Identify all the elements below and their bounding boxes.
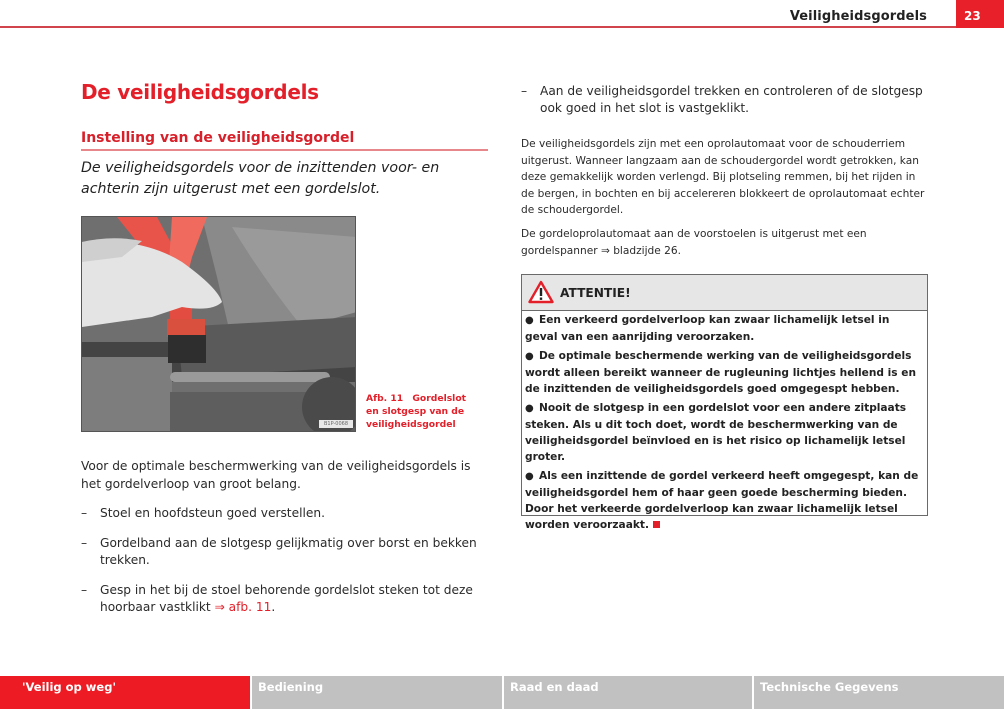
figure-reference-link[interactable]: ⇒ afb. 11 [214, 600, 272, 614]
warning-box [521, 274, 928, 531]
figure-caption [366, 392, 481, 431]
footer-tab-veilig-op-weg[interactable]: 'Veilig op weg' [0, 676, 250, 709]
step-dash: – [521, 84, 528, 98]
bullet-icon: ● [525, 403, 534, 414]
step-dash: – [81, 536, 88, 550]
footer-tab-bediening[interactable]: Bediening [252, 676, 502, 709]
warning-triangle-icon [528, 280, 554, 304]
header-rule [0, 26, 956, 28]
step-dash: – [81, 583, 88, 597]
figure-seatbelt-photo [81, 216, 356, 432]
seatbelt-buckle-illustration [82, 217, 356, 432]
section-divider [81, 149, 488, 151]
step-dash: – [81, 506, 88, 520]
instruction-step [521, 83, 931, 117]
body-paragraph: Voor de optimale beschermwerking van de veiligheidsgordels is het gordelverloop van groot belang. [81, 459, 471, 491]
warning-item: ● Als een inzittende de gordel verkeerd heeft omgegespt, kan de veiligheidsgordel hem of haar geen goede bescherming bieden. Door het verkeerde gordelverloop kan zwaar lichamelijk letsel worden veroorzaakt. [525, 470, 919, 531]
figure-code: B1P-0068 [319, 420, 353, 428]
page-number: 23 [964, 9, 981, 23]
step-text: Stoel en hoofdsteun goed verstellen. [100, 506, 325, 520]
warning-title: ATTENTIE! [560, 286, 631, 300]
bullet-icon: ● [525, 315, 534, 326]
figure-caption-text: Gordelslot en slotgesp van de veiligheidsgordel [366, 393, 467, 430]
retractor-paragraph: De veiligheidsgordels zijn met een oprolautomaat voor de schouderriem uitgerust. Wanneer langzaam aan de schoudergordel wordt getrokken, kan deze gemakkelijk worden verlengd. Bij plotseling remmen, bij het rijden in de bergen, in bochten en bij accelereren blokkeert de oprolautomaat echter de schoudergordel. [521, 138, 925, 216]
warning-item: ● Een verkeerd gordelverloop kan zwaar lichamelijk letsel in geval van een aanrijding veroorzaken. [525, 314, 890, 343]
step-text: Aan de veiligheidsgordel trekken en controleren of de slotgesp ook goed in het slot is vastgeklikt. [540, 84, 923, 115]
page-number-badge [956, 0, 1004, 28]
footer-tab-technische-gegevens[interactable]: Technische Gegevens [754, 676, 1004, 709]
instruction-step [81, 535, 491, 569]
chapter-title: Veiligheidsgordels [789, 9, 927, 24]
section-title: Instelling van de veiligheidsgordel [81, 130, 355, 146]
pretensioner-paragraph[interactable]: De gordeloprolautomaat aan de voorstoelen is uitgerust met een gordelspanner ⇒ bladzijde 26. [521, 228, 867, 257]
warning-item: ● De optimale beschermende werking van de veiligheidsgordels wordt alleen bereikt wanneer de rugleuning lichtjes hellend is en de inzittenden de veiligheidsgordels goed omgegespt hebben. [525, 350, 916, 395]
step-end: . [271, 600, 276, 614]
intro-text: De veiligheidsgordels voor de inzittenden voor- en achterin zijn uitgerust met een gordelslot. [81, 160, 440, 197]
warning-item: ● Nooit de slotgesp in een gordelslot voor een andere zitplaats steken. Als u dit toch doet, wordt de beschermwerking van de veiligheidsgordel beïnvloed en is het risico op lichamelijk letsel groter. [525, 402, 907, 463]
warning-list [522, 311, 927, 533]
instruction-step [81, 505, 491, 522]
section-end-marker-icon [653, 521, 660, 528]
bullet-icon: ● [525, 351, 534, 362]
footer-nav [0, 676, 1004, 709]
footer-tab-raad-en-daad[interactable]: Raad en daad [504, 676, 752, 709]
page-title: De veiligheidsgordels [81, 80, 319, 104]
instruction-step [81, 582, 491, 616]
warning-header [522, 275, 927, 311]
step-text: Gesp in het bij de stoel behorende gordelslot steken tot deze hoorbaar vastklikt [100, 583, 473, 614]
figure-number: Afb. 11 [366, 393, 404, 404]
bullet-icon: ● [525, 471, 534, 482]
step-text: Gordelband aan de slotgesp gelijkmatig over borst en bekken trekken. [100, 536, 477, 567]
